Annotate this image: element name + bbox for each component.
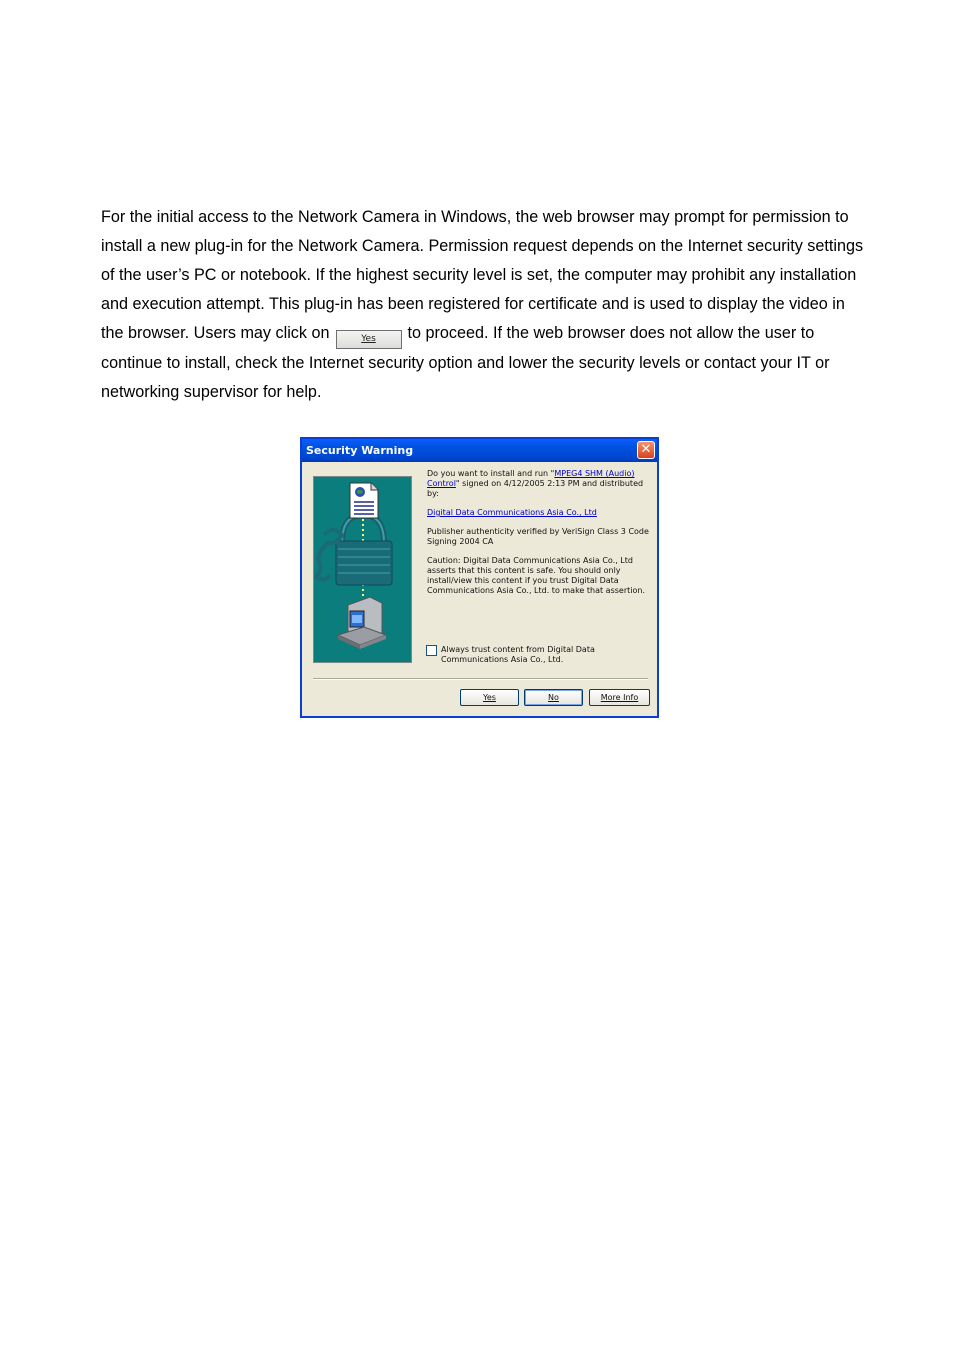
yes-button[interactable]: Yes	[460, 689, 519, 706]
certificate-document-icon	[350, 483, 378, 518]
more-info-button[interactable]: More Info	[589, 689, 650, 706]
paragraph-text-part1: For the initial access to the Network Camera in Windows, the web browser may prompt for permission to install a new plug-in for the Network Camera. Permission request depends on the Internet security settings of the user’s PC or notebook. If the highest security level is set, the computer may prohibit any installation and execution attempt. This plug-in has been registered for certificate and is used to display the video in the browser. Users may click on	[101, 208, 864, 342]
paragraph-text-part2: to proceed. If the web browser does not allow the user to continue to install, check the Internet security option and lower the security levels or contact your IT or networking supervisor for help.	[101, 324, 830, 401]
security-graphic-panel	[313, 476, 412, 663]
dialog-title: Security Warning	[306, 444, 414, 457]
always-trust-checkbox[interactable]	[426, 645, 437, 656]
padlock-icon	[316, 515, 392, 585]
dialog-titlebar	[302, 439, 657, 462]
publisher-link[interactable]: Digital Data Communications Asia Co., Ltd	[427, 508, 597, 517]
control-name-link[interactable]: MPEG4 SHM (Audio) Control	[427, 469, 635, 488]
no-button[interactable]: No	[524, 689, 583, 706]
security-illustration	[314, 477, 411, 662]
security-warning-dialog	[300, 437, 659, 718]
close-icon: ✕	[640, 442, 652, 457]
dialog-message	[427, 469, 655, 605]
install-question: Do you want to install and run "MPEG4 SHM (Audio) Control" signed on 4/12/2005 2:13 PM and distributed by:	[427, 469, 644, 498]
always-trust-label[interactable]: Always trust content from Digital Data Communications Asia Co., Ltd.	[441, 645, 595, 664]
dialog-separator	[313, 678, 648, 680]
computer-icon	[338, 597, 386, 649]
instruction-paragraph	[101, 203, 871, 407]
close-button[interactable]	[637, 441, 655, 459]
inline-yes-button-image: Yes	[336, 330, 402, 349]
authenticity-text: Publisher authenticity verified by VeriSign Class 3 Code Signing 2004 CA	[427, 527, 649, 546]
caution-text: Caution: Digital Data Communications Asia Co., Ltd asserts that this content is safe. You should only install/view this content if you trust Digital Data Communications Asia Co., Ltd. to make that assertion.	[427, 556, 645, 595]
publisher-paragraph	[427, 508, 655, 518]
